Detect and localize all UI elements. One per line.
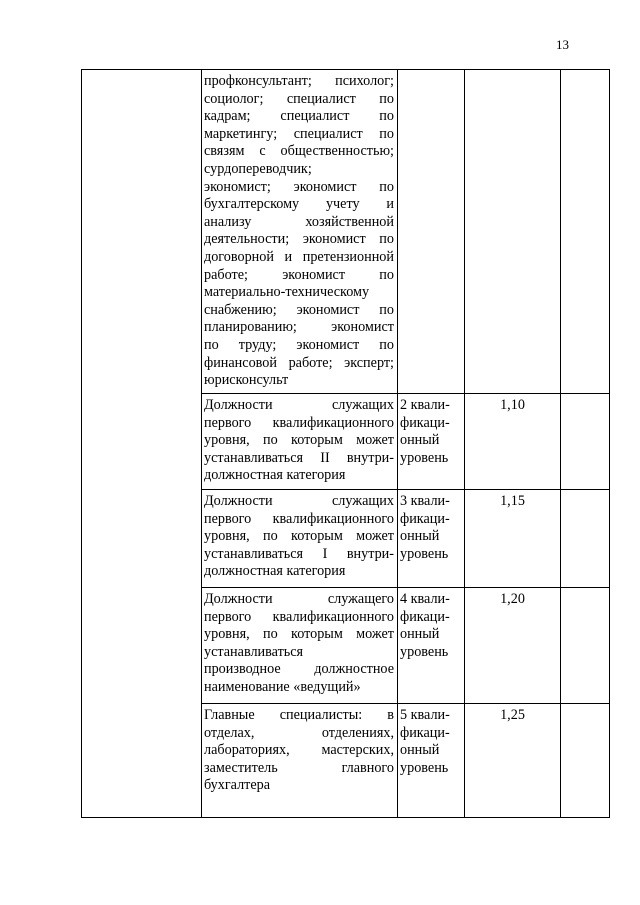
level-line: 4 квали- [400,591,450,607]
level-line: онный [400,742,440,759]
level-line: онный [400,626,440,643]
increase-coefficient: 1,15 [500,493,525,509]
position-text-line: экономист; экономист по [204,178,394,195]
table-column-divider [560,69,561,818]
level-line: онный [400,528,440,545]
position-description [204,707,394,795]
position-text-line: планированию; экономист [204,319,394,336]
position-text-line: работе; экономист по [204,266,394,283]
position-text-line: договорной и претензионной [204,248,394,265]
description-line: производное должностное [204,661,394,678]
table-row-divider [201,587,610,588]
level-line: 3 квали- [400,493,450,509]
qualification-level [400,493,462,563]
position-text-line: социолог; специалист по [204,90,394,107]
description-line: Должности служащих [204,493,394,509]
position-text-line: материально-техническому [204,284,370,301]
table-column-divider [397,69,398,818]
description-line: должностная категория [204,467,346,484]
position-text-line: снабжению; экономист по [204,301,394,318]
page-number: 13 [556,37,569,52]
qualification-level [400,591,462,661]
description-line: первого квалификационного [204,608,394,625]
description-line: Должности служащих [204,397,394,413]
position-text-line: связям с общественностью; [204,143,394,160]
table-row-divider [201,703,610,704]
description-line: первого квалификационного [204,414,394,431]
table-row-divider [201,489,610,490]
position-description [204,493,394,581]
description-line: первого квалификационного [204,510,394,527]
description-line: наименование «ведущий» [204,678,361,695]
position-text-line: юрисконсульт [204,372,289,389]
increase-coefficient: 1,10 [500,397,525,413]
level-line: уровень [400,759,449,776]
description-line: отделах, отделениях, [204,724,394,741]
description-line: уровня, по которым может [204,432,394,449]
position-text-line: профконсультант; психолог; [204,73,394,89]
position-text-line: анализу хозяйственной [204,213,394,230]
description-line: устанавливаться [204,643,304,660]
continuation-position-list [204,73,394,390]
position-text-line: сурдопереводчик; [204,160,312,177]
position-text-line: кадрам; специалист по [204,108,394,125]
description-line: бухгалтера [204,777,271,794]
description-line: должностная категория [204,563,346,580]
position-text-line: по труду; экономист по [204,336,394,353]
level-line: уровень [400,545,449,562]
level-line: онный [400,432,440,449]
level-line: уровень [400,643,449,660]
level-line: фикаци- [400,414,450,431]
description-line: уровня, по которым может [204,528,394,545]
description-line: уровня, по которым может [204,626,394,643]
description-line: заместитель главного [204,759,394,776]
level-line: 2 квали- [400,397,450,413]
position-text-line: бухгалтерскому учету и [204,196,394,213]
qualification-level [400,707,462,777]
increase-coefficient: 1,25 [500,707,525,723]
table-column-divider [201,69,202,818]
table-row-divider [201,393,610,394]
description-line: Должности служащего [204,591,394,607]
qualification-level [400,397,462,467]
position-description [204,591,394,697]
position-description [204,397,394,485]
position-text-line: финансовой работе; эксперт; [204,354,394,371]
level-line: фикаци- [400,608,450,625]
position-text-line: деятельности; экономист по [204,231,394,248]
level-line: 5 квали- [400,707,450,723]
description-line: устанавливаться II внутри- [204,449,394,466]
increase-coefficient: 1,20 [500,591,525,607]
level-line: фикаци- [400,510,450,527]
description-line: устанавливаться I внутри- [204,545,394,562]
table-column-divider [609,69,610,818]
level-line: уровень [400,449,449,466]
table-column-divider [464,69,465,818]
level-line: фикаци- [400,724,450,741]
description-line: Главные специалисты: в [204,707,394,723]
description-line: лабораториях, мастерских, [204,742,394,759]
position-text-line: маркетингу; специалист по [204,125,394,142]
